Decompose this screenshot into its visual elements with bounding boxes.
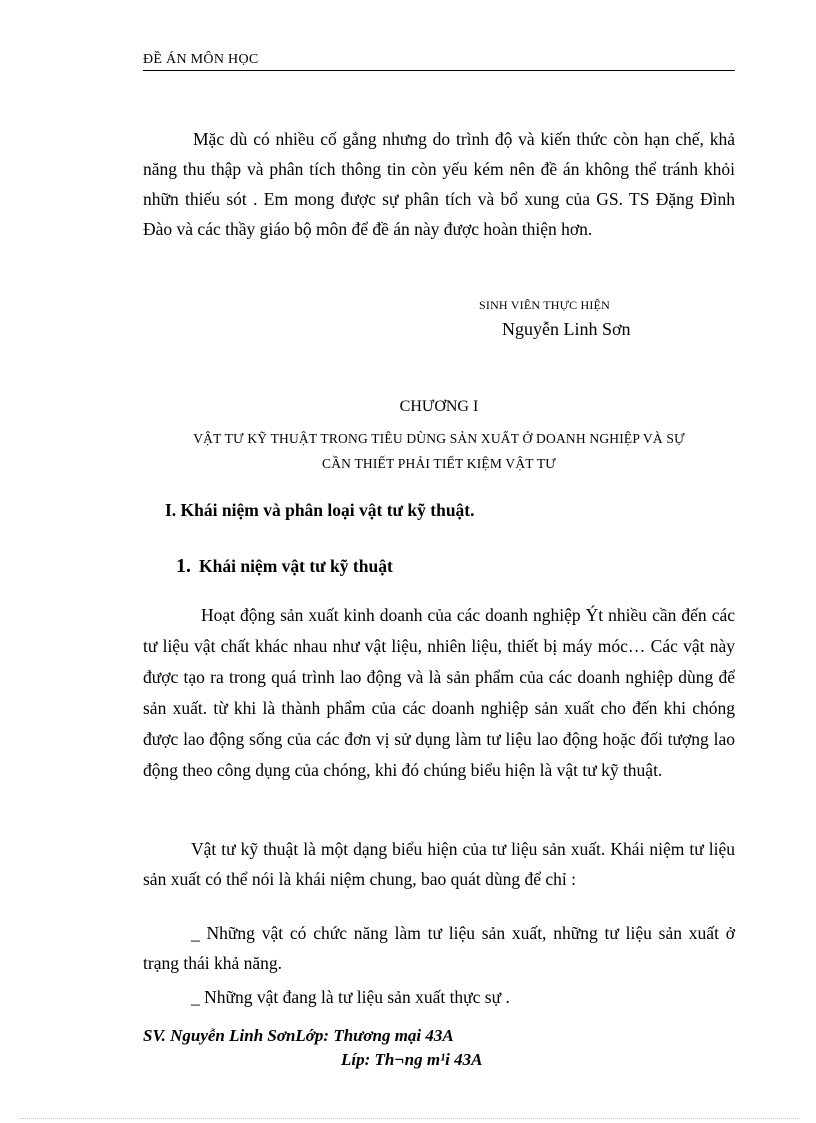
chapter-title: CHƯƠNG I [399, 398, 479, 415]
document-header: ĐỀ ÁN MÔN HỌC [143, 52, 735, 71]
footer-line-1: SV. Nguyễn Linh SơnLớp: Thương mại 43A [143, 1026, 454, 1045]
subsection-heading [176, 555, 393, 578]
signature-name: Nguyễn Linh Sơn [502, 319, 631, 339]
bullet-item-2: _ Những vật đang là tư liệu sản xuất thực sự . [191, 987, 510, 1007]
bullet-item-1: _ Những vật có chức năng làm tư liệu sản xuất, những tư liệu sản xuất ở trạng thái khả năng. [143, 923, 735, 973]
page-bottom-divider [20, 1118, 800, 1119]
subsection-title: Khái niệm vật tư kỹ thuật [199, 556, 393, 576]
body-paragraph-1: Hoạt động sản xuất kinh doanh của các doanh nghiệp Ýt nhiều cần đến các tư liệu vật chất khác nhau như vật liệu, nhiên liệu, thiết bị máy móc… Các vật này được tạo ra trong quá trình lao động và là sản phẩm của các doanh nghiệp dùng để sản xuất. từ khi là thành phẩm của các doanh nghiệp sản xuất cho đến khi chóng được lao động sống của các đơn vị sử dụng làm tư liệu lao động hoặc đối tượng lao động theo công dụng của chóng, khi đó chúng biểu hiện là vật tư kỹ thuật. [143, 605, 735, 780]
chapter-subtitle-line1: VẬT TƯ KỸ THUẬT TRONG TIÊU DÙNG SẢN XUẤT Ở DOANH NGHIỆP VÀ SỰ [193, 431, 685, 446]
subsection-number: 1. [176, 555, 191, 577]
intro-paragraph: Mặc dù có nhiều cố gắng nhưng do trình độ và kiến thức còn hạn chế, khả năng thu thập và phân tích thông tin còn yếu kém nên đề án không thể tránh khỏi nhữn thiếu sót . Em mong được sự phân tích và bổ xung của GS. TS Đặng Đình Đào và các thầy giáo bộ môn để đề án này được hoàn thiện hơn. [143, 129, 735, 239]
signature-role: SINH VIÊN THỰC HIỆN [479, 298, 610, 312]
footer-line-2: Líp: Th¬ng m¹i 43A [341, 1050, 483, 1069]
chapter-subtitle-line2: CẦN THIẾT PHẢI TIẾT KIỆM VẬT TƯ [322, 456, 556, 471]
chapter-subtitle [143, 426, 735, 476]
section-heading: I. Khái niệm và phân loại vật tư kỹ thuật. [165, 500, 475, 520]
body-paragraph-2: Vật tư kỹ thuật là một dạng biểu hiện của tư liệu sản xuất. Khái niệm tư liệu sản xuất có thể nói là khái niệm chung, bao quát dùng để chỉ : [143, 839, 735, 889]
